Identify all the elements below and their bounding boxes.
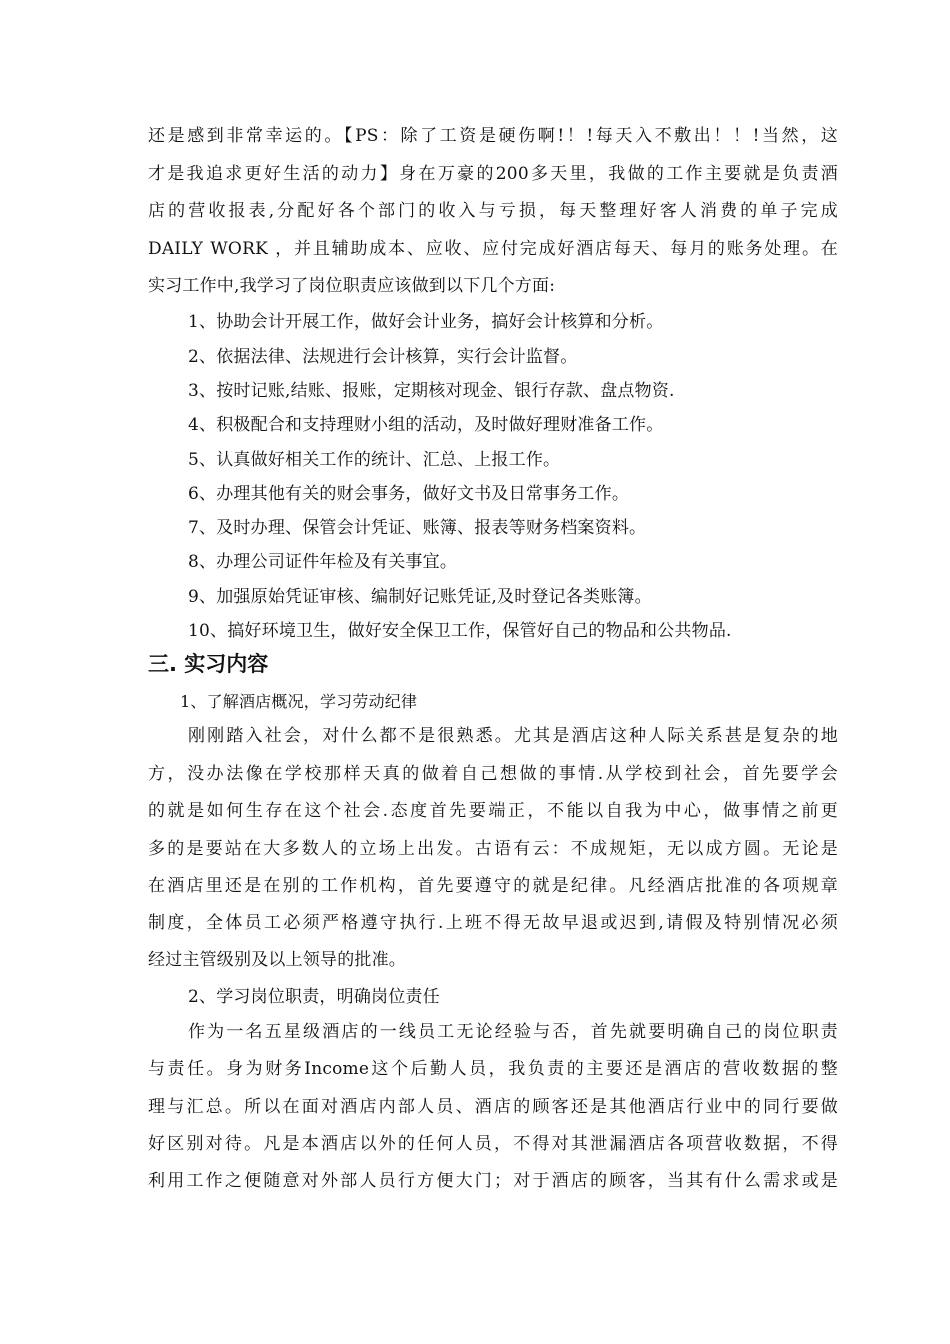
- duty-item-9: 9、加强原始凭证审核、编制好记账凭证,及时登记各类账簿。: [188, 587, 652, 607]
- sub1-line-5: 在酒店里还是在别的工作机构，首先要遵守的就是纪律。凡经酒店批准的各项规章: [148, 876, 838, 896]
- duty-item-6: 6、办理其他有关的财会事务，做好文书及日常事务工作。: [188, 484, 630, 504]
- duty-item-8: 8、办理公司证件年检及有关事宜。: [188, 552, 458, 572]
- sub2-line-5: 利用工作之便随意对外部人员行方便大门；对于酒店的顾客，当其有什么需求或是: [148, 1171, 838, 1191]
- sub2-line-4: 好区别对待。凡是本酒店以外的任何人员，不得对其泄漏酒店各项营收数据，不得: [148, 1134, 838, 1154]
- duty-item-1: 1、协助会计开展工作，做好会计业务，搞好会计核算和分析。: [188, 312, 664, 332]
- sub2-line-2: 与责任。身为财务Income这个后勤人员，我负责的主要还是酒店的营收数据的整: [148, 1059, 838, 1079]
- duty-item-5: 5、认真做好相关工作的统计、汇总、上报工作。: [188, 450, 561, 470]
- intro-line-3: 店的营收报表,分配好各个部门的收入与亏损，每天整理好客人消费的单子完成: [148, 201, 838, 221]
- subsection-1-title: 1、了解酒店概况，学习劳动纪律: [180, 692, 418, 711]
- subsection-2-title: 2、学习岗位职责，明确岗位责任: [188, 987, 440, 1007]
- intro-line-4: DAILY WORK ，并且辅助成本、应收、应付完成好酒店每天、每月的账务处理。在: [148, 239, 838, 259]
- sub1-line-6: 制度，全体员工必须严格遵守执行.上班不得无故早退或迟到,请假及特别情况必须: [148, 913, 838, 933]
- sub1-line-3: 的就是如何生存在这个社会.态度首先要端正，不能以自我为中心，做事情之前更: [148, 801, 838, 821]
- intro-line-5: 实习工作中,我学习了岗位职责应该做到以下几个方面:: [148, 276, 556, 296]
- duty-item-10: 10、搞好环境卫生，做好安全保卫工作，保管好自己的物品和公共物品.: [188, 621, 732, 641]
- intro-line-1: 还是感到非常幸运的。【PS：除了工资是硬伤啊!！!每天入不敷出！！!当然，这: [148, 126, 838, 146]
- duty-item-4: 4、积极配合和支持理财小组的活动，及时做好理财准备工作。: [188, 415, 664, 435]
- sub1-line-4: 多的是要站在大多数人的立场上出发。古语有云：不成规矩，无以成方圆。无论是: [148, 839, 838, 859]
- sub1-line-2: 方，没办法像在学校那样天真的做着自己想做的事情.从学校到社会，首先要学会: [148, 764, 838, 784]
- duty-item-2: 2、依据法律、法规进行会计核算，实行会计监督。: [188, 347, 578, 367]
- sub2-line-3: 理与汇总。所以在面对酒店内部人员、酒店的顾客还是其他酒店行业中的同行要做: [148, 1097, 838, 1117]
- duty-item-3: 3、按时记账,结账、报账，定期核对现金、银行存款、盘点物资.: [188, 381, 675, 401]
- intro-line-2: 才是我追求更好生活的动力】身在万豪的200多天里，我做的工作主要就是负责酒: [148, 164, 838, 184]
- sub2-line-1: 作为一名五星级酒店的一线员工无论经验与否，首先就要明确自己的岗位职责: [188, 1022, 838, 1042]
- sub1-line-1: 刚刚踏入社会，对什么都不是很熟悉。尤其是酒店这种人际关系甚是复杂的地: [188, 726, 838, 746]
- duty-item-7: 7、及时办理、保管会计凭证、账簿、报表等财务档案资料。: [188, 518, 647, 538]
- sub1-line-7: 经过主管级别及以上领导的批准。: [148, 950, 406, 970]
- section-heading: 三. 实习内容: [148, 652, 269, 676]
